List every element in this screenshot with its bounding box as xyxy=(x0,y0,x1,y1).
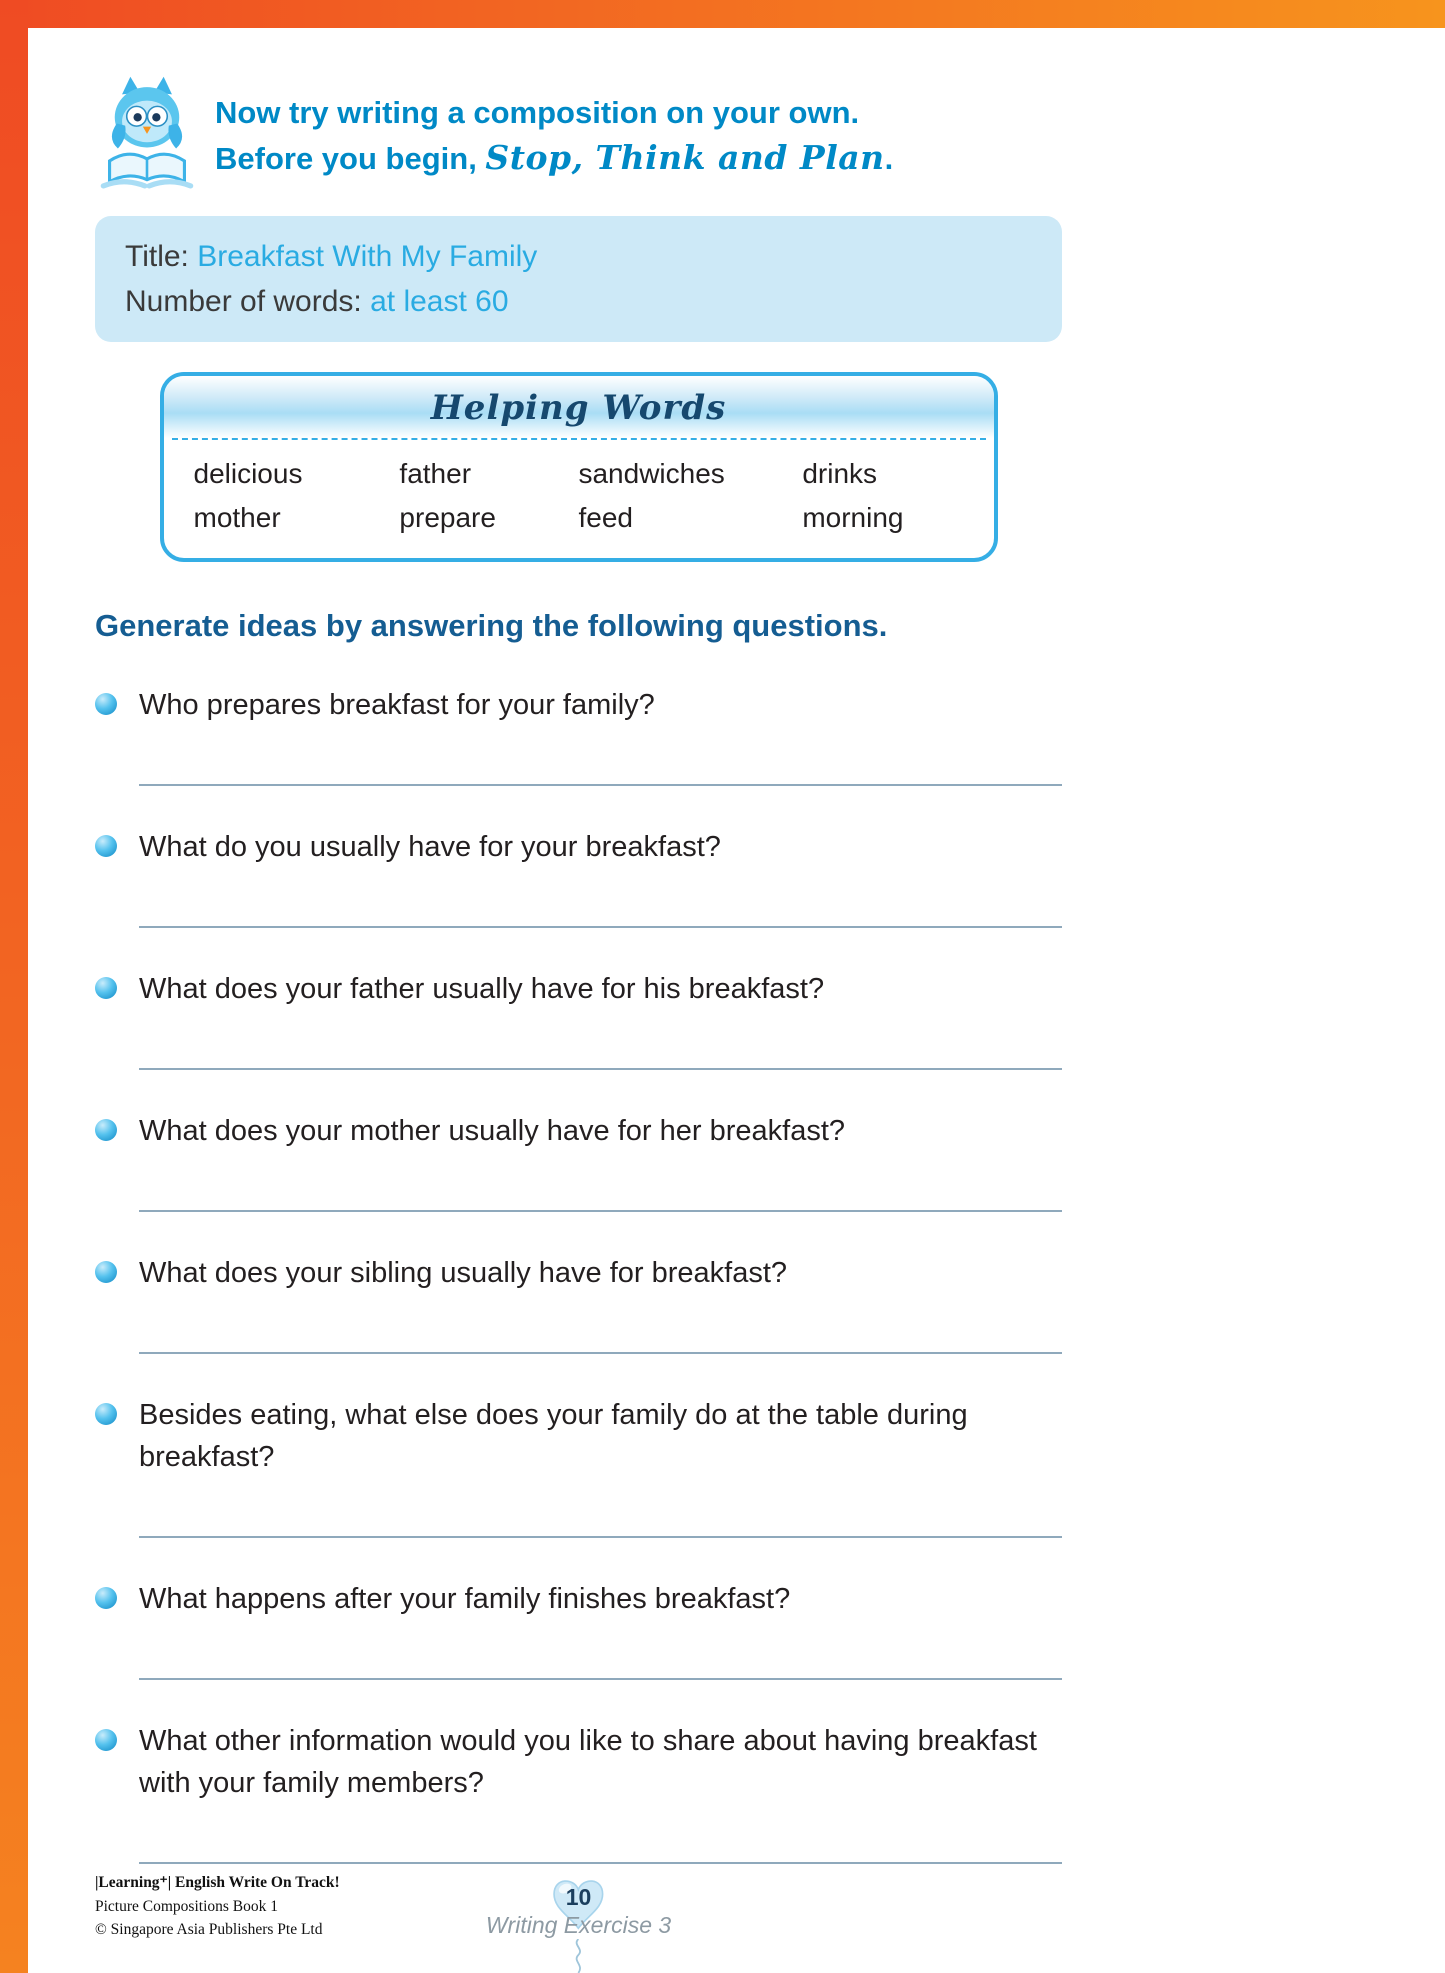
bullet-icon xyxy=(95,1729,117,1751)
question-item xyxy=(95,1720,1062,1864)
helping-word: drinks xyxy=(802,458,878,489)
helping-word: mother xyxy=(193,502,281,533)
question-text: What does your sibling usually have for breakfast? xyxy=(139,1257,788,1290)
helping-word: sandwiches xyxy=(578,458,725,489)
question-item xyxy=(95,684,1062,786)
owl-mascot-icon xyxy=(95,72,199,200)
bullet-icon xyxy=(95,693,117,715)
helping-word: delicious xyxy=(193,458,303,489)
page-content xyxy=(95,72,1062,1864)
question-text: What happens after your family finishes breakfast? xyxy=(139,1583,791,1616)
bullet-icon xyxy=(95,835,117,857)
imprint-line-2: Picture Compositions Book 1 xyxy=(95,1897,278,1915)
question-item xyxy=(95,1394,1062,1538)
question-item xyxy=(95,1578,1062,1680)
imprint-line-1: |Learning⁺| English Write On Track! xyxy=(95,1874,340,1892)
answer-line xyxy=(139,1210,1062,1212)
header-text xyxy=(215,91,893,182)
top-orange-bar xyxy=(0,0,1445,28)
question-item xyxy=(95,1110,1062,1212)
header xyxy=(95,72,1062,200)
header-line-2: Before you begin, Stop, Think and Plan. xyxy=(215,137,894,177)
word-count-row xyxy=(125,279,1032,324)
word-count-label: Number of words: xyxy=(125,285,371,318)
instructions-heading: Generate ideas by answering the following questions. xyxy=(95,608,888,643)
question-text: Besides eating, what else does your family do at the table during breakfast? xyxy=(139,1399,968,1474)
page-number-balloon xyxy=(486,1872,671,1973)
question-text: What does your father usually have for his breakfast? xyxy=(139,973,825,1006)
helping-word: father xyxy=(399,458,472,489)
helping-word: feed xyxy=(578,502,633,533)
bullet-icon xyxy=(95,1403,117,1425)
bullet-icon xyxy=(95,1261,117,1283)
question-text: What do you usually have for your breakfast? xyxy=(139,831,721,864)
left-orange-bar xyxy=(0,0,28,1973)
helping-words-heading: Helping Words xyxy=(164,376,994,438)
helping-word: prepare xyxy=(399,502,496,533)
bullet-icon xyxy=(95,977,117,999)
question-text: What other information would you like to share about having breakfast with your family members? xyxy=(139,1725,1037,1800)
answer-line xyxy=(139,1536,1062,1538)
question-item xyxy=(95,968,1062,1070)
helping-words-grid xyxy=(164,440,994,558)
title-value: Breakfast With My Family xyxy=(197,240,538,273)
word-count-value: at least 60 xyxy=(370,285,509,318)
title-row xyxy=(125,234,1032,279)
balloon-string-icon xyxy=(568,1939,588,1973)
bullet-icon xyxy=(95,1119,117,1141)
exercise-label: Writing Exercise 3 xyxy=(485,1912,672,1938)
answer-line xyxy=(139,784,1062,786)
question-item xyxy=(95,1252,1062,1354)
question-item xyxy=(95,826,1062,928)
header-line-1: Now try writing a composition on your own. xyxy=(215,94,860,130)
helping-words-box xyxy=(160,372,998,562)
title-box xyxy=(95,216,1062,342)
title-label: Title: xyxy=(125,240,198,273)
answer-line xyxy=(139,1068,1062,1070)
script-phrase: Stop, Think and Plan xyxy=(485,137,885,177)
page-number: 10 xyxy=(565,1884,592,1910)
answer-line xyxy=(139,926,1062,928)
footer xyxy=(95,1849,1062,1959)
answer-line xyxy=(139,1352,1062,1354)
publisher-imprint xyxy=(95,1871,340,1941)
imprint-line-3: © Singapore Asia Publishers Pte Ltd xyxy=(95,1920,323,1938)
helping-word: morning xyxy=(802,502,904,533)
question-text: Who prepares breakfast for your family? xyxy=(139,689,655,721)
bullet-icon xyxy=(95,1587,117,1609)
answer-line xyxy=(139,1678,1062,1680)
question-text: What does your mother usually have for her breakfast? xyxy=(139,1115,846,1148)
